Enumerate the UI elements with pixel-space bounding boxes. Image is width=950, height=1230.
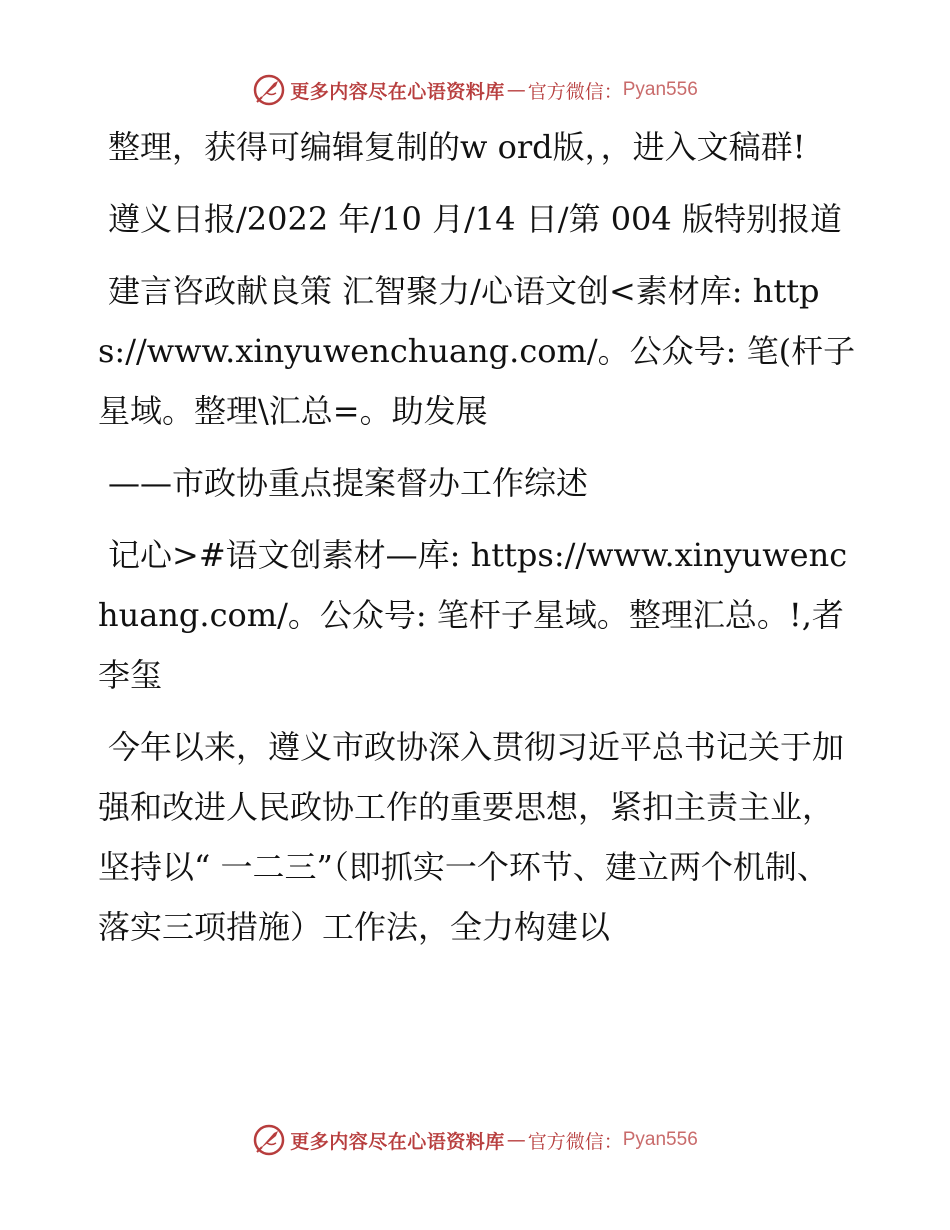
document-body: [98, 117, 858, 969]
header-watermark-wechat-label: 官方微信：: [527, 80, 623, 103]
quill-logo-icon: [252, 1123, 286, 1157]
paragraph-subtitle: ——市政协重点提案督办工作综述: [108, 464, 589, 502]
header-watermark: [0, 70, 950, 110]
header-watermark-wechat-id: Pyan556: [622, 79, 698, 100]
footer-watermark-wechat-label: 官方微信：: [527, 1130, 623, 1153]
paragraph-byline: 记心>#语文创素材—库: https://www.xinyuwenchuang.com/。公众号: 笔杆子星域。整理汇总。!,者 李玺: [98, 536, 848, 694]
paragraph-source: 遵义日报/2022 年/10 月/14 日/第 004 版特别报道: [108, 200, 842, 238]
footer-watermark-wechat-id: Pyan556: [622, 1129, 698, 1150]
quill-logo-icon: [252, 73, 286, 107]
paragraph-intro: 整理，获得可编辑复制的w ord版，，进入文稿群!: [108, 128, 806, 166]
paragraph-body: 今年以来，遵义市政协深入贯彻习近平总书记关于加强和改进人民政协工作的重要思想，紧扣主责主业，坚持以“ 一二三”（即抓实一个环节、建立两个机制、落实三项措施）工作法，全力构建以: [98, 728, 845, 946]
paragraph-headline: 建言咨政献良策 汇智聚力/心语文创<素材库: https://www.xinyuwenchuang.com/。公众号: 笔(杆子星域。整理\汇总=。助发展: [98, 272, 856, 430]
footer-watermark-separator: —: [506, 1129, 526, 1151]
footer-watermark-title: 更多内容尽在心语资料库: [290, 1130, 505, 1153]
header-watermark-title: 更多内容尽在心语资料库: [290, 80, 505, 103]
header-watermark-separator: —: [506, 79, 526, 101]
footer-watermark: [0, 1120, 950, 1160]
